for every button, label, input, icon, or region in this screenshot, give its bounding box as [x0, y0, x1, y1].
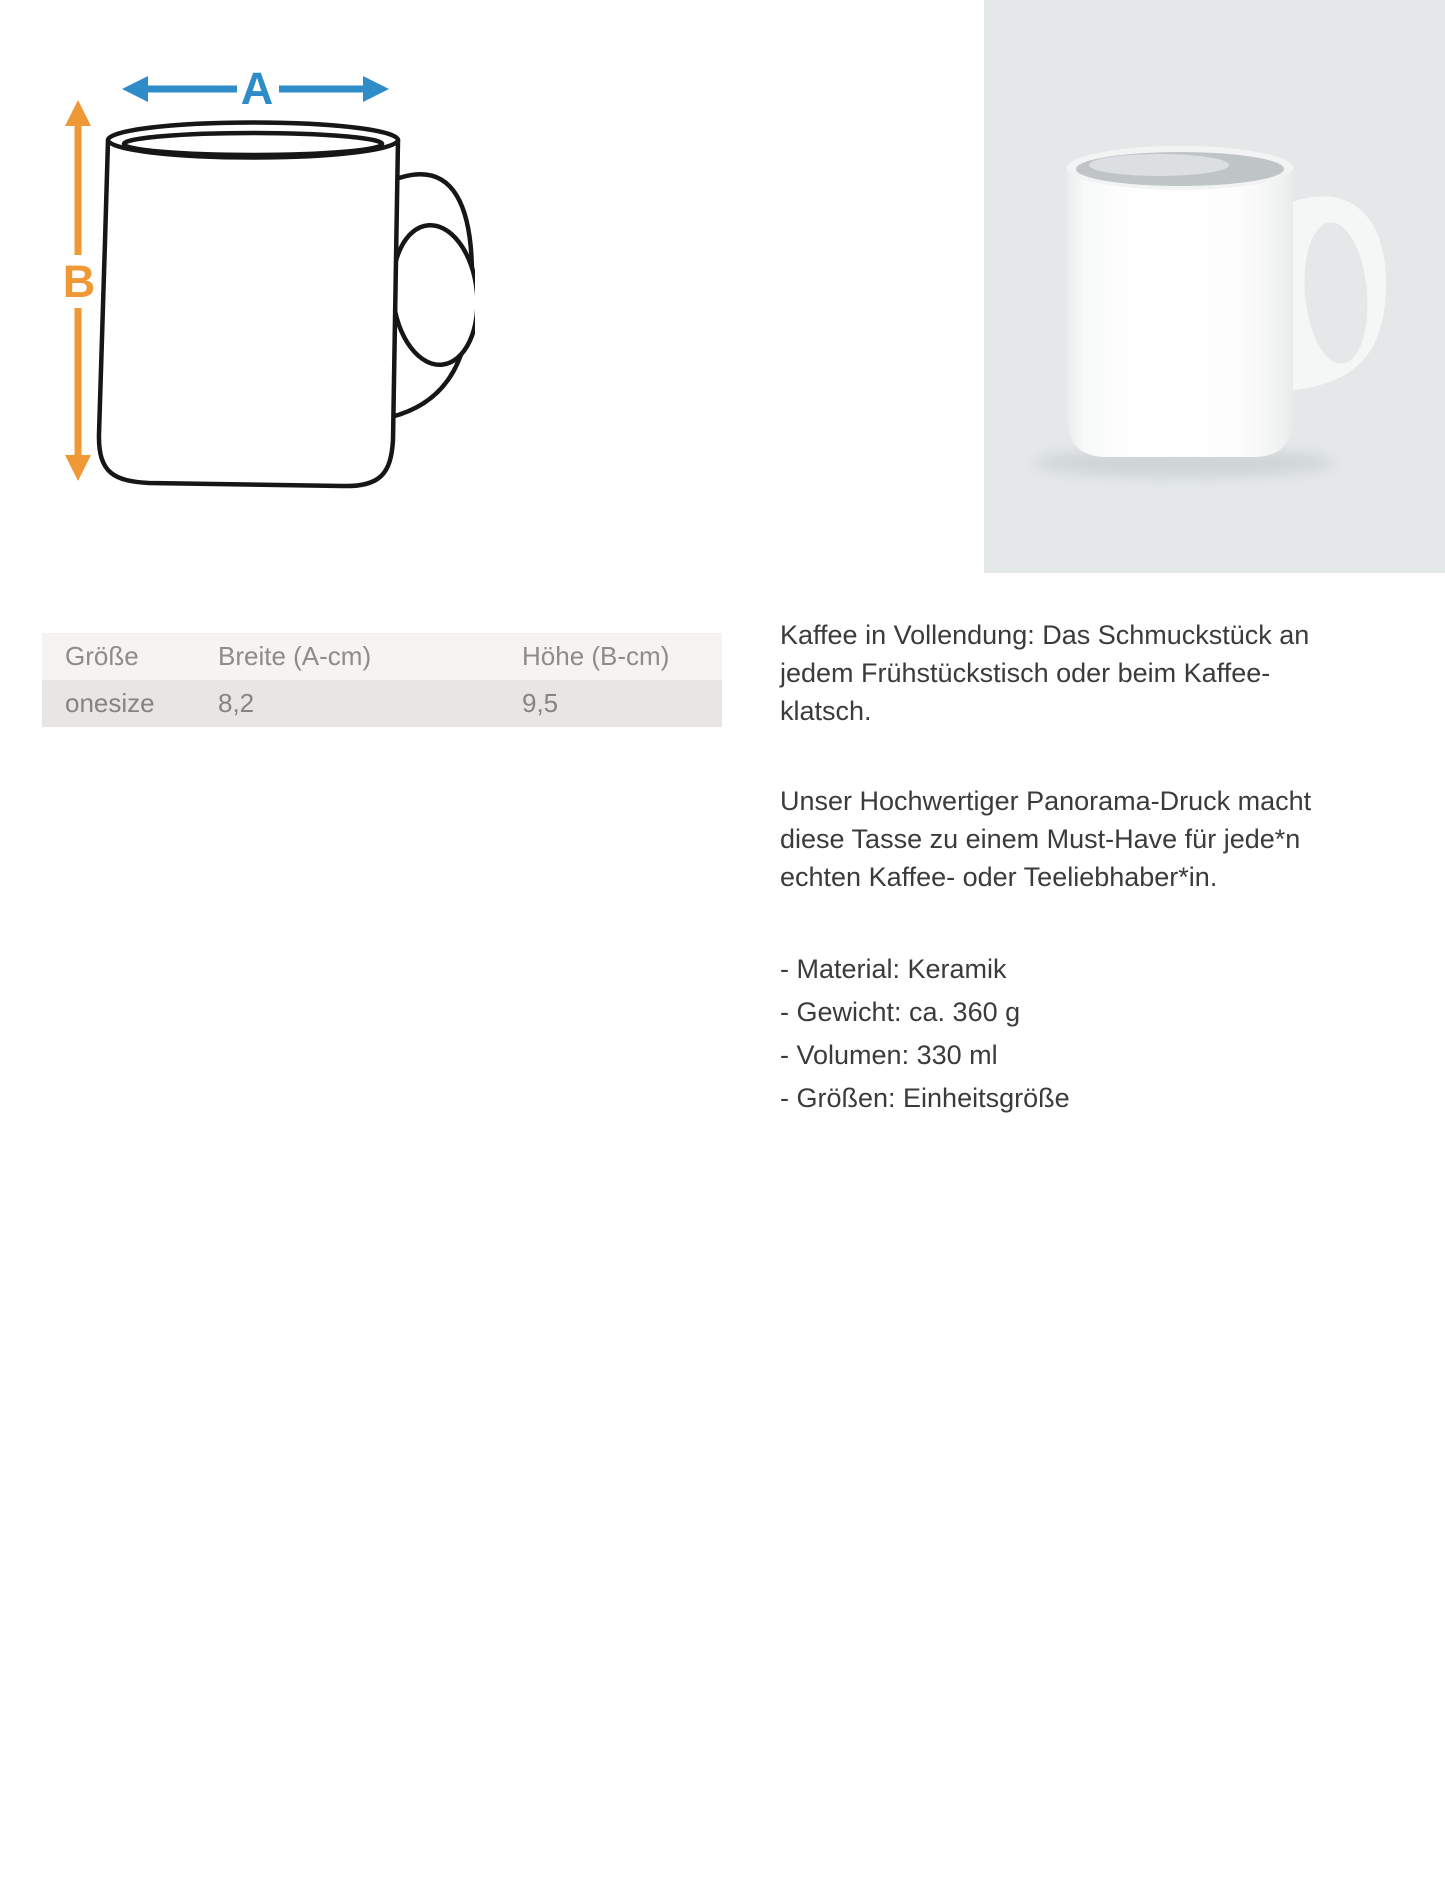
product-description: [780, 616, 1340, 1120]
spec-item-volume: - Volumen: 330 ml: [780, 1040, 998, 1070]
size-cell-name: onesize: [42, 680, 195, 727]
white-mug-photo-image: [984, 0, 1445, 573]
spec-item-material: - Material: Keramik: [780, 954, 1007, 984]
description-paragraph-print: Unser Hochwertiger Panorama-Druck macht diese Tasse zu einem Must-Have für jede*n echten Kaffee- oder Teeliebhaber*in.: [780, 786, 1312, 892]
size-table-header-row: [42, 633, 722, 680]
mug-dimension-diagram: [55, 44, 475, 494]
product-photo: [984, 0, 1445, 573]
size-table-row: [42, 680, 722, 727]
mug-photo-body: [1067, 146, 1293, 457]
spec-item-weight: - Gewicht: ca. 360 g: [780, 997, 1021, 1027]
size-table-header-size: Größe: [42, 633, 195, 680]
width-dimension-label-a: A: [240, 63, 274, 114]
description-paragraph-intro: Kaffee in Vollendung: Das Schmuckstück an jedem Frühstückstisch oder beim Kaffee-klatsch.: [780, 620, 1310, 726]
spec-list: [780, 948, 1340, 1120]
mug-sketch-icon: [99, 123, 475, 487]
height-dimension-label-b: B: [62, 256, 96, 307]
size-table: [42, 633, 722, 727]
size-table-header-height: Höhe (B-cm): [499, 633, 722, 680]
size-cell-width: 8,2: [195, 680, 499, 727]
spec-item-sizes: - Größen: Einheitsgröße: [780, 1083, 1070, 1113]
size-cell-height: 9,5: [499, 680, 722, 727]
size-table-header-width: Breite (A-cm): [195, 633, 499, 680]
